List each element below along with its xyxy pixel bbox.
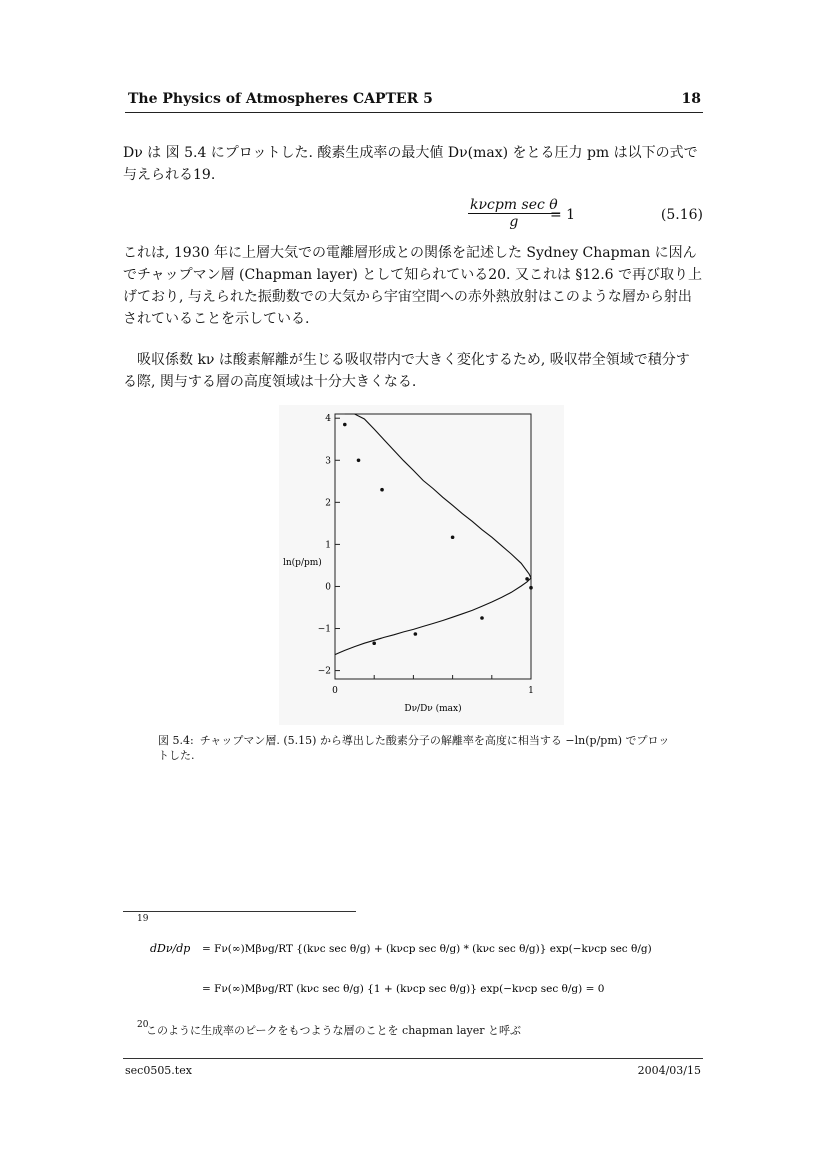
caption-text: チャップマン層. (5.15) から導出した酸素分子の解離率を高度に相当する −ln(p/pm) でプロットした. — [158, 734, 670, 762]
footnote-eq-line1: = Fν(∞)Mβνg/RT {(kνc sec θ/g) + (kνcp sec θ/g) * (kνc sec θ/g)} exp(−kνcp sec θ/g) — [202, 943, 652, 955]
x-axis-label: Dν/Dν (max) — [404, 704, 462, 714]
y-tick-label: 1 — [325, 540, 331, 551]
equation-5-16 — [123, 197, 703, 237]
footnote-rule — [123, 911, 356, 912]
footnote-19-mark: 19 — [137, 914, 149, 924]
data-point — [525, 577, 529, 581]
y-tick-label: 4 — [325, 414, 331, 425]
page-number: 18 — [681, 91, 701, 107]
running-title: The Physics of Atmospheres CAPTER 5 — [128, 91, 433, 107]
data-point — [357, 458, 361, 462]
data-point — [343, 423, 347, 427]
y-tick-label: 0 — [325, 582, 331, 593]
y-tick-label: 2 — [325, 498, 331, 509]
footnote-19-equation — [150, 930, 680, 1015]
equation-numerator: kνcpm sec θ — [470, 197, 558, 213]
chapman-layer-chart — [279, 405, 564, 725]
data-point — [414, 632, 418, 636]
paragraph-2: これは, 1930 年に上層大気での電離層形成との関係を記述した Sydney Chapman に因んでチャップマン層 (Chapman layer) として知られている20. 又これは §12.6 で再び取り上げており, 与えられた振動数での大気から宇宙空間への赤外熱放射はこのような層から射出されていることを示している. — [123, 245, 703, 327]
equation-fraction — [468, 197, 560, 230]
footer-rule — [123, 1058, 703, 1059]
footer-filename: sec0505.tex — [125, 1064, 192, 1077]
figure-caption — [158, 733, 678, 763]
equation-rhs: = 1 — [550, 207, 576, 223]
footnote-20-mark: 20 — [137, 1020, 149, 1030]
data-point — [380, 488, 384, 492]
page-header — [125, 88, 703, 113]
x-tick-label: 1 — [528, 686, 534, 696]
data-point — [529, 586, 533, 590]
footnote-eq-lhs: dDν/dp — [150, 942, 191, 955]
equation-number: (5.16) — [660, 207, 703, 223]
equation-denominator: g — [509, 214, 519, 230]
paragraph-1: Dν は 図 5.4 にプロットした. 酸素生成率の最大値 Dν(max) をとる圧力 pm は以下の式で与えられる19. — [123, 145, 698, 183]
data-point — [480, 616, 484, 620]
data-point — [451, 535, 455, 539]
y-tick-label: −2 — [317, 666, 331, 677]
y-tick-label: −1 — [317, 624, 331, 635]
footnote-20-text: このように生成率のピークをもつような層のことを chapman layer と呼ぶ — [146, 1024, 522, 1037]
x-tick-label: 0 — [332, 686, 338, 696]
footnote-eq-line2: = Fν(∞)Mβνg/RT (kνc sec θ/g) {1 + (kνcp sec θ/g)} exp(−kνcp sec θ/g) = 0 — [202, 983, 605, 995]
data-point — [372, 641, 376, 645]
caption-label: 図 5.4: — [158, 734, 194, 747]
y-tick-label: 3 — [325, 456, 331, 467]
footer-date: 2004/03/15 — [637, 1064, 701, 1077]
y-axis-label: ln(p/pm) — [283, 558, 322, 568]
paragraph-3: 吸収係数 kν は酸素解離が生じる吸収帯内で大きく変化するため, 吸収帯全領域で積分する際, 関与する層の高度領域は十分大きくなる. — [123, 352, 690, 390]
